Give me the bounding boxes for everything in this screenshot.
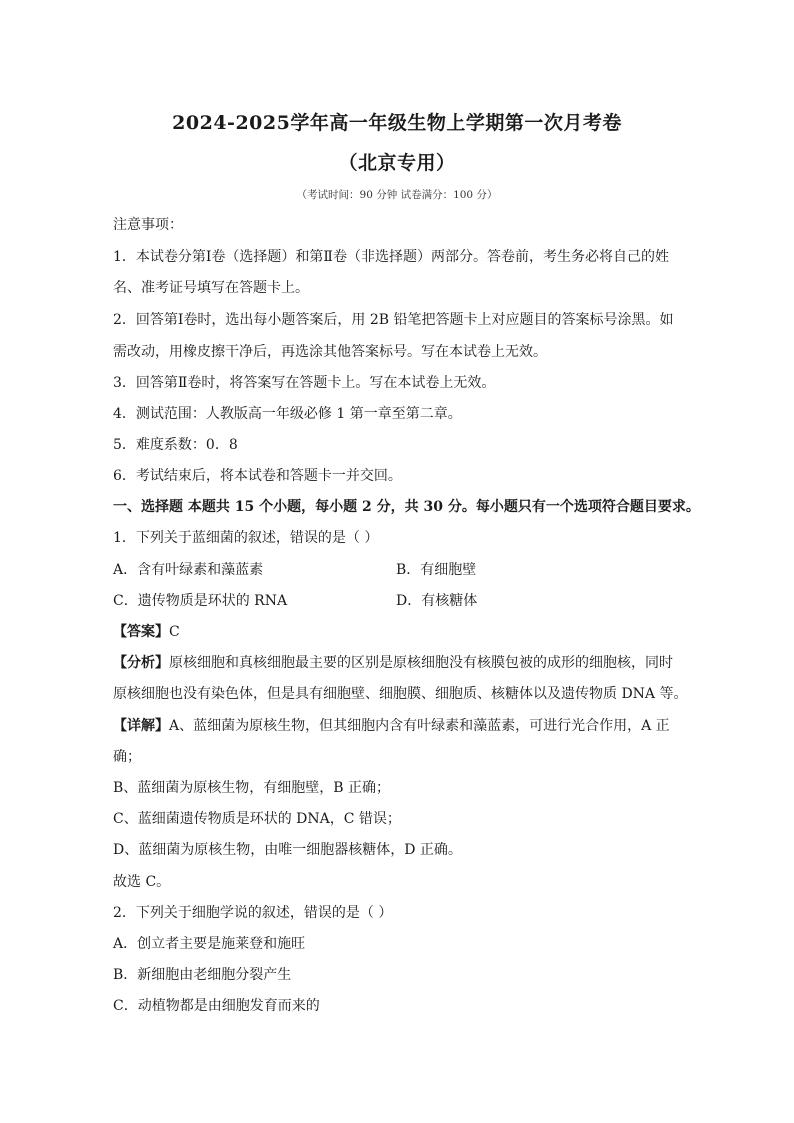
question-stem: 1．下列关于蓝细菌的叙述，错误的是（ ） (113, 530, 379, 546)
notice-item: 5．难度系数：0．8 (113, 437, 238, 453)
detail-text: C、蓝细菌遗传物质是环状的 DNA，C 错误； (113, 811, 401, 827)
notice-item: 4．测试范围：人教版高一年级必修 1 第一章至第二章。 (113, 406, 462, 422)
option-d: D．有核糖体 (396, 593, 478, 609)
exam-subtitle: （北京专用） (338, 152, 456, 174)
answer-label: 【答案】 (113, 624, 169, 640)
analysis-line (113, 653, 685, 673)
section-heading: 一、选择题 本题共 15 个小题，每小题 2 分，共 30 分。每小题只有一个选项符合题目要求。 (113, 499, 700, 515)
notice-item: 3．回答第Ⅱ卷时，将答案写在答题卡上。写在本试卷上无效。 (113, 375, 496, 391)
analysis-text: 原核细胞也没有染色体，但是具有细胞壁、细胞膜、细胞质、核糖体以及遗传物质 DNA 等。 (113, 686, 688, 702)
question-stem: 2．下列关于细胞学说的叙述，错误的是（ ） (113, 905, 393, 921)
detail-text: A、蓝细菌为原核生物，但其细胞内含有叶绿素和藻蓝素，可进行光合作用，A 正 (169, 718, 670, 734)
conclusion: 故选 C。 (113, 874, 171, 890)
option-b: B．新细胞由老细胞分裂产生 (113, 967, 292, 983)
analysis-text: 原核细胞和真核细胞最主要的区别是原核细胞没有核膜包被的成形的细胞核，同时 (169, 655, 673, 671)
notice-item: 1．本试卷分第Ⅰ卷（选择题）和第Ⅱ卷（非选择题）两部分。答卷前，考生务必将自己的姓 (113, 249, 669, 265)
option-a: A．含有叶绿素和藻蓝素 (113, 562, 264, 578)
notice-item: 6．考试结束后，将本试卷和答题卡一并交回。 (113, 468, 402, 484)
answer-value: C (169, 624, 180, 640)
detail-text: D、蓝细菌为原核生物，由唯一细胞器核糖体，D 正确。 (113, 842, 462, 858)
option-b: B．有细胞壁 (396, 562, 477, 578)
option-c: C．动植物都是由细胞发育而来的 (113, 998, 320, 1014)
answer-line (113, 622, 685, 642)
exam-title: 2024-2025学年高一年级生物上学期第一次月考卷 (172, 112, 622, 134)
detail-text: 确； (113, 749, 141, 765)
option-c: C．遗传物质是环状的 RNA (113, 593, 288, 609)
detail-line (113, 716, 685, 736)
exam-info: （考试时间：90 分钟 试卷满分：100 分） (296, 189, 498, 201)
notice-item: 名、准考证号填写在答题卡上。 (113, 280, 309, 296)
detail-text: B、蓝细菌为原核生物，有细胞壁，B 正确； (113, 780, 391, 796)
notice-item: 2．回答第Ⅰ卷时，选出每小题答案后，用 2B 铅笔把答题卡上对应题目的答案标号涂黑。如 (113, 312, 674, 328)
detail-label: 【详解】 (113, 718, 169, 734)
analysis-label: 【分析】 (113, 655, 169, 671)
notice-item: 需改动，用橡皮擦干净后，再选涂其他答案标号。写在本试卷上无效。 (113, 344, 547, 360)
option-a: A．创立者主要是施莱登和施旺 (113, 936, 306, 952)
notice-heading: 注意事项： (113, 217, 183, 233)
